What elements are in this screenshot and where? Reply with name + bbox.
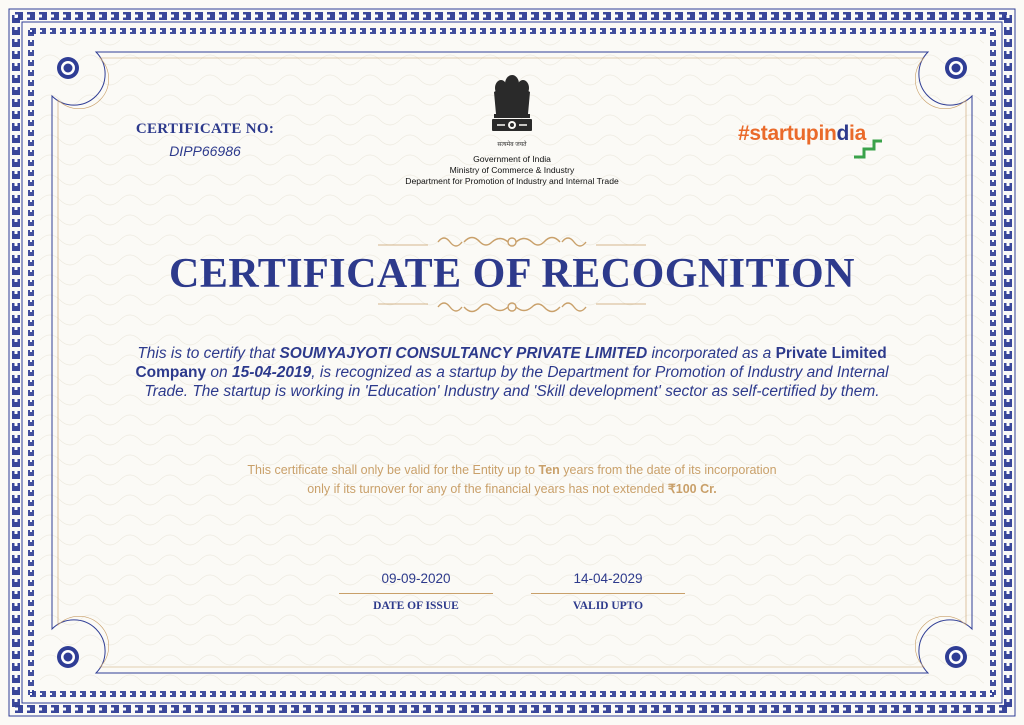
corner-rosette-icon <box>945 57 967 79</box>
corner-rosette-icon <box>945 646 967 668</box>
issue-date-label: DATE OF ISSUE <box>373 600 459 612</box>
statement-text: on <box>206 364 232 381</box>
incorporation-date: 15-04-2019 <box>231 364 312 381</box>
validity-line-1 <box>150 461 874 480</box>
emblem-motto: सत्यमेव जयते <box>497 142 527 148</box>
statement-text: incorporated as a <box>647 345 776 362</box>
validity-years: Ten <box>538 463 560 477</box>
bottom-ornament-icon <box>372 296 652 316</box>
certificate-title: CERTIFICATE OF RECOGNITION <box>169 251 855 297</box>
logo-text-3: ia <box>849 122 866 145</box>
corner-rosette-icon <box>57 646 79 668</box>
issue-date-divider <box>339 593 493 594</box>
top-ornament-icon <box>372 232 652 252</box>
valid-upto-divider <box>531 593 685 594</box>
logo-stairs-icon <box>852 139 884 159</box>
validity-text: years from the date of its incorporation <box>559 463 777 477</box>
issuer-block <box>362 154 662 187</box>
valid-upto-label: VALID UPTO <box>572 600 644 612</box>
entity-type: Private Limited Company <box>135 345 887 381</box>
certificate-number-label: CERTIFICATE NO: <box>135 121 275 137</box>
state-emblem-icon <box>482 70 542 140</box>
validity-line-2 <box>150 480 874 499</box>
validity-text: only if its turnover for any of the financial years has not extended <box>307 482 668 496</box>
issuer-ministry: Ministry of Commerce & Industry <box>449 165 575 175</box>
logo-text-1: #startupin <box>738 122 837 145</box>
issue-date-value: 09-09-2020 <box>381 571 451 586</box>
company-name: SOUMYAJYOTI CONSULTANCY PRIVATE LIMITED <box>279 345 648 362</box>
issuer-department: Department for Promotion of Industry and Internal Trade <box>405 176 619 186</box>
issuer-government: Government of India <box>473 154 551 164</box>
startup-india-logo <box>738 122 866 146</box>
corner-rosette-icon <box>57 57 79 79</box>
statement-text: , is recognized as a startup by the Department for Promotion of Industry and Internal Trade. The startup is working in 'Education' Industry and 'Skill development' sector as self-certified by them. <box>144 364 889 400</box>
validity-statement <box>150 461 874 499</box>
valid-upto-value: 14-04-2029 <box>573 571 643 586</box>
validity-text: This certificate shall only be valid for the Entity up to <box>247 463 539 477</box>
certificate-number: DIPP66986 <box>169 143 241 159</box>
turnover-limit: ₹100 Cr. <box>667 482 717 496</box>
logo-text-2: d <box>836 122 850 145</box>
statement-text: This is to certify that <box>137 345 280 362</box>
recognition-statement <box>118 344 906 401</box>
